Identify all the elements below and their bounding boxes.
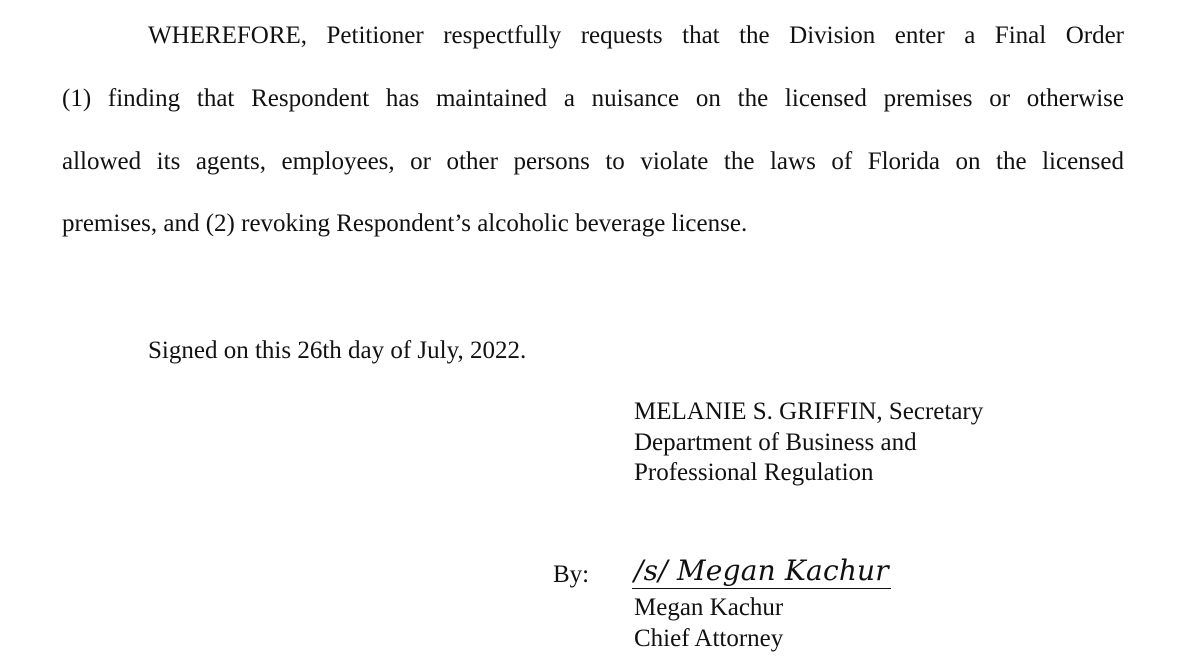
signer-name: Megan Kachur — [634, 594, 784, 621]
wherefore-paragraph-line-2: (1) finding that Respondent has maintained a nuisance on the licensed premises or otherwise — [62, 85, 1124, 112]
secretary-name: MELANIE S. GRIFFIN, Secretary — [634, 398, 984, 425]
wherefore-paragraph-line-3: allowed its agents, employees, or other persons to violate the laws of Florida on the licensed — [62, 148, 1124, 175]
electronic-signature: /s/ Megan Kachur — [634, 554, 889, 587]
signed-date-line: Signed on this 26th day of July, 2022. — [148, 337, 527, 364]
department-line-2: Professional Regulation — [634, 459, 874, 486]
department-line-1: Department of Business and — [634, 429, 917, 456]
signer-title: Chief Attorney — [634, 625, 784, 652]
by-label: By: — [553, 561, 590, 588]
wherefore-paragraph-line-4: premises, and (2) revoking Respondent’s alcoholic beverage license. — [62, 210, 748, 237]
wherefore-paragraph-line-1: WHEREFORE, Petitioner respectfully requests that the Division enter a Final Order — [148, 22, 1124, 49]
